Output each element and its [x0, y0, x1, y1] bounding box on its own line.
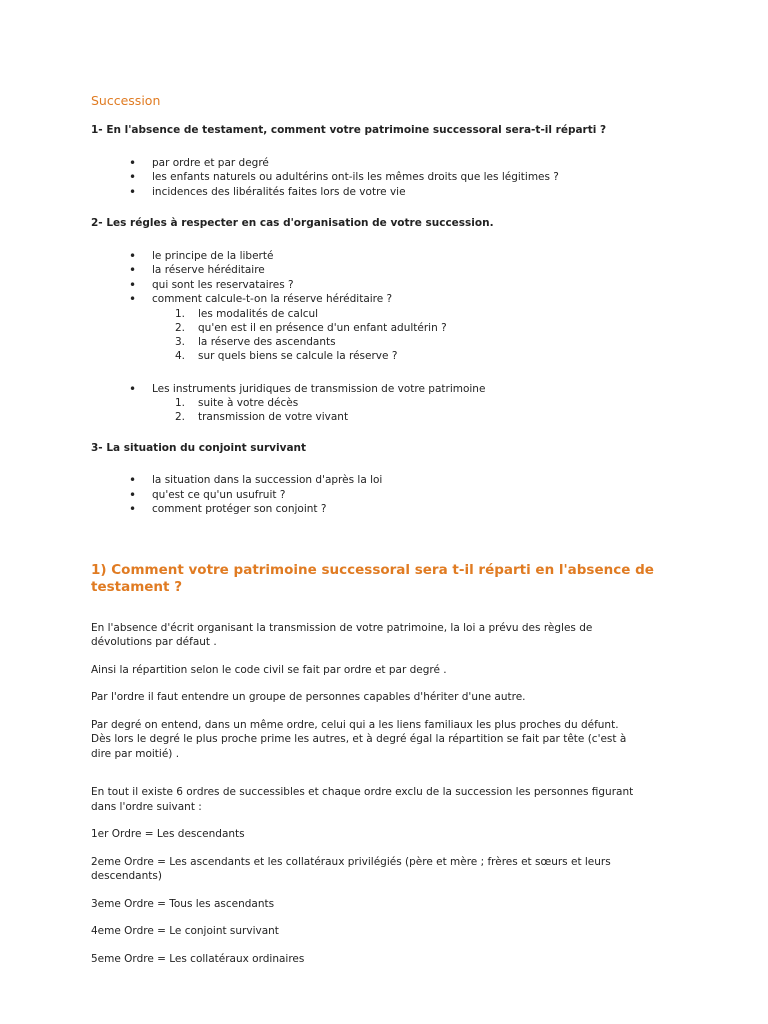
item-text: les modalités de calcul — [198, 307, 319, 320]
section-1-heading: 1) Comment votre patrimoine successoral sera t-il réparti en l'absence de testament ? — [91, 561, 654, 596]
list-item: • Les instruments juridiques de transmission de votre patrimoine — [91, 382, 731, 396]
list-item: • par ordre et par degré — [91, 156, 731, 170]
item-text: suite à votre décès — [198, 397, 299, 410]
question-2-heading: 2- Les régles à respecter en cas d'organisation de votre succession. — [91, 217, 494, 230]
question-1-list — [91, 156, 731, 199]
question-1-heading: 1- En l'absence de testament, comment votre patrimoine successoral sera-t-il réparti ? — [91, 124, 607, 137]
list-item — [91, 335, 731, 349]
order-line: 3eme Ordre = Tous les ascendants — [91, 897, 275, 910]
order-line: 4eme Ordre = Le conjoint survivant — [91, 925, 279, 938]
list-item: • le principe de la liberté — [91, 249, 731, 263]
question-2-list — [91, 249, 731, 307]
list-item: • comment protéger son conjoint ? — [91, 502, 731, 516]
order-line: 2eme Ordre = Les ascendants et les collatéraux privilégiés (père et mère ; frères et sœurs et leurs descendants) — [91, 855, 611, 883]
item-number: 2. — [175, 411, 186, 424]
paragraph: Par l'ordre il faut entendre un groupe de personnes capables d'hériter d'une autre. — [91, 691, 526, 704]
item-number: 2. — [175, 321, 186, 334]
paragraph: En l'absence d'écrit organisant la transmission de votre patrimoine, la loi a prévu des règles de dévolutions par défaut . — [91, 621, 593, 649]
list-item-text: comment calcule-t-on la réserve héréditaire ? — [152, 293, 393, 306]
list-item: • les enfants naturels ou adultérins ont-ils les mêmes droits que les légitimes ? — [91, 170, 731, 184]
item-text: sur quels biens se calcule la réserve ? — [198, 350, 398, 363]
item-number: 4. — [175, 350, 186, 363]
item-text: la réserve des ascendants — [198, 336, 336, 349]
paragraph: En tout il existe 6 ordres de successibles et chaque ordre exclu de la succession les personnes figurant dans l'ordre suivant : — [91, 786, 634, 813]
instruments-list — [91, 382, 731, 396]
list-item — [91, 349, 731, 363]
item-text: transmission de votre vivant — [198, 411, 349, 424]
document-title: Succession — [91, 93, 161, 108]
list-item: • la réserve héréditaire — [91, 263, 731, 277]
item-text: qu'en est il en présence d'un enfant adultérin ? — [198, 321, 447, 334]
paragraph: Par degré on entend, dans un même ordre, celui qui a les liens familiaux les plus proches du défunt. Dès lors le degré le plus proche prime les autres, et à degré égal la répartition se fait par tête (c'est à dire par moitié) . — [91, 718, 627, 760]
list-item: • qu'est ce qu'un usufruit ? — [91, 488, 731, 502]
list-item — [91, 410, 731, 424]
document-page — [91, 92, 731, 966]
question-3-list — [91, 473, 731, 516]
list-item: • la situation dans la succession d'après la loi — [91, 473, 731, 487]
list-item — [91, 292, 731, 306]
list-item — [91, 396, 731, 410]
list-item — [91, 307, 731, 321]
question-3-heading: 3- La situation du conjoint survivant — [91, 441, 307, 454]
item-number: 1. — [175, 307, 186, 320]
order-line: 5eme Ordre = Les collatéraux ordinaires — [91, 952, 305, 965]
instruments-sublist — [91, 396, 731, 425]
list-item: • incidences des libéralités faites lors de votre vie — [91, 185, 731, 199]
order-line: 1er Ordre = Les descendants — [91, 828, 245, 841]
paragraph: Ainsi la répartition selon le code civil se fait par ordre et par degré . — [91, 663, 447, 676]
list-item — [91, 321, 731, 335]
item-number: 3. — [175, 336, 186, 349]
calc-sublist — [91, 307, 731, 364]
list-item: • qui sont les reservataires ? — [91, 278, 731, 292]
item-number: 1. — [175, 397, 186, 410]
